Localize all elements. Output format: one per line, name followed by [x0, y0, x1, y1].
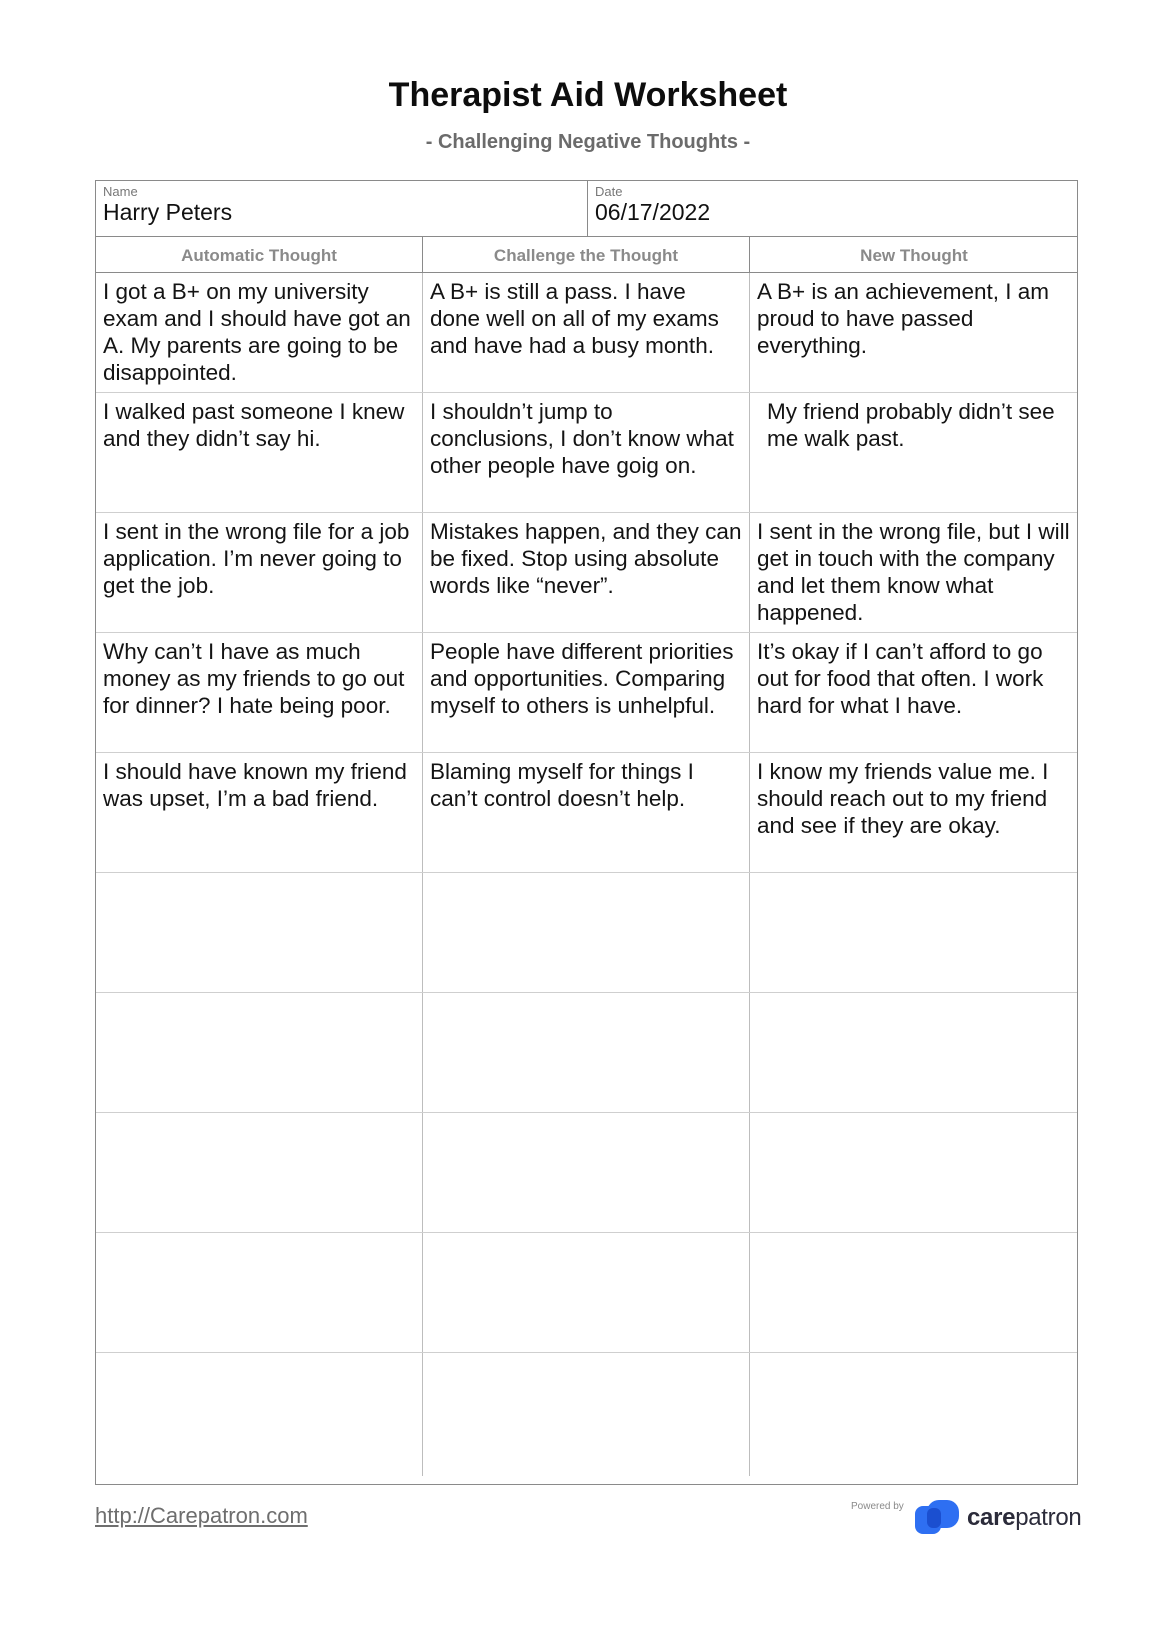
- automatic-thought-cell[interactable]: I got a B+ on my university exam and I should have got an A. My parents are going to be disappointed.: [96, 273, 423, 392]
- worksheet-table: [95, 180, 1078, 1485]
- table-row-empty: [96, 873, 1077, 993]
- logo-text-care: care: [967, 1504, 1016, 1531]
- challenge-thought-cell[interactable]: [423, 1353, 750, 1476]
- new-thought-cell[interactable]: [750, 1113, 1078, 1232]
- table-row: [96, 393, 1077, 513]
- info-row: [96, 181, 1077, 237]
- automatic-thought-cell[interactable]: I should have known my friend was upset, I’m a bad friend.: [96, 753, 423, 872]
- challenge-thought-cell[interactable]: [423, 1233, 750, 1352]
- column-header-automatic-thought: Automatic Thought: [96, 237, 423, 272]
- automatic-thought-cell[interactable]: [96, 873, 423, 992]
- challenge-thought-cell[interactable]: [423, 993, 750, 1112]
- challenge-thought-cell[interactable]: People have different priorities and opportunities. Comparing myself to others is unhelpful.: [423, 633, 750, 752]
- table-row: [96, 513, 1077, 633]
- challenge-thought-cell[interactable]: [423, 873, 750, 992]
- automatic-thought-cell[interactable]: [96, 1113, 423, 1232]
- column-header-new-thought: New Thought: [860, 246, 968, 265]
- date-value: 06/17/2022: [595, 199, 711, 225]
- new-thought-cell[interactable]: [750, 1353, 1078, 1476]
- date-label: Date: [595, 184, 623, 199]
- automatic-thought-cell[interactable]: [96, 1233, 423, 1352]
- name-value: Harry Peters: [103, 199, 233, 225]
- carepatron-logo-icon: [915, 1500, 963, 1534]
- challenge-thought-cell[interactable]: Blaming myself for things I can’t control doesn’t help.: [423, 753, 750, 872]
- table-row-empty: [96, 1113, 1077, 1233]
- carepatron-logo-text: [967, 1504, 1081, 1532]
- new-thought-cell[interactable]: I sent in the wrong file, but I will get in touch with the company and let them know what happened.: [757, 519, 1070, 625]
- automatic-thought-cell[interactable]: Why can’t I have as much money as my friends to go out for dinner? I hate being poor.: [96, 633, 423, 752]
- automatic-thought-cell[interactable]: [96, 993, 423, 1112]
- automatic-thought-cell[interactable]: I walked past someone I knew and they didn’t say hi.: [96, 393, 423, 512]
- challenge-thought-cell[interactable]: [423, 1113, 750, 1232]
- worksheet-subtitle: - Challenging Negative Thoughts -: [425, 131, 751, 153]
- table-row: [96, 273, 1077, 393]
- name-label: Name: [103, 184, 138, 199]
- logo-shape-overlap: [927, 1508, 941, 1528]
- name-field[interactable]: [96, 181, 588, 236]
- logo-text-patron: patron: [1015, 1504, 1082, 1531]
- table-row-empty: [96, 1353, 1077, 1476]
- challenge-thought-cell[interactable]: Mistakes happen, and they can be fixed. Stop using absolute words like “never”.: [423, 513, 750, 632]
- new-thought-cell[interactable]: I know my friends value me. I should reach out to my friend and see if they are okay.: [757, 759, 1049, 838]
- new-thought-cell[interactable]: [750, 1233, 1078, 1352]
- new-thought-cell[interactable]: [750, 993, 1078, 1112]
- table-body: [96, 273, 1077, 1476]
- table-row: [96, 753, 1077, 873]
- date-field[interactable]: [588, 181, 1078, 236]
- table-row-empty: [96, 993, 1077, 1113]
- column-headers: [96, 237, 1077, 273]
- table-row-empty: [96, 1233, 1077, 1353]
- table-row: [96, 633, 1077, 753]
- column-header-challenge-thought: Challenge the Thought: [423, 237, 750, 272]
- carepatron-link[interactable]: http://Carepatron.com: [95, 1503, 308, 1528]
- worksheet-title: Therapist Aid Worksheet: [388, 76, 788, 114]
- automatic-thought-cell[interactable]: [96, 1353, 423, 1476]
- challenge-thought-cell[interactable]: A B+ is still a pass. I have done well on all of my exams and have had a busy month.: [423, 273, 750, 392]
- powered-by-label: Powered by: [851, 1501, 904, 1512]
- automatic-thought-cell[interactable]: I sent in the wrong file for a job application. I’m never going to get the job.: [96, 513, 423, 632]
- new-thought-cell[interactable]: My friend probably didn’t see me walk past.: [767, 399, 1055, 451]
- new-thought-cell[interactable]: It’s okay if I can’t afford to go out for food that often. I work hard for what I have.: [757, 639, 1044, 718]
- challenge-thought-cell[interactable]: I shouldn’t jump to conclusions, I don’t know what other people have goig on.: [423, 393, 750, 512]
- new-thought-cell[interactable]: A B+ is an achievement, I am proud to have passed everything.: [757, 279, 1050, 358]
- new-thought-cell[interactable]: [750, 873, 1078, 992]
